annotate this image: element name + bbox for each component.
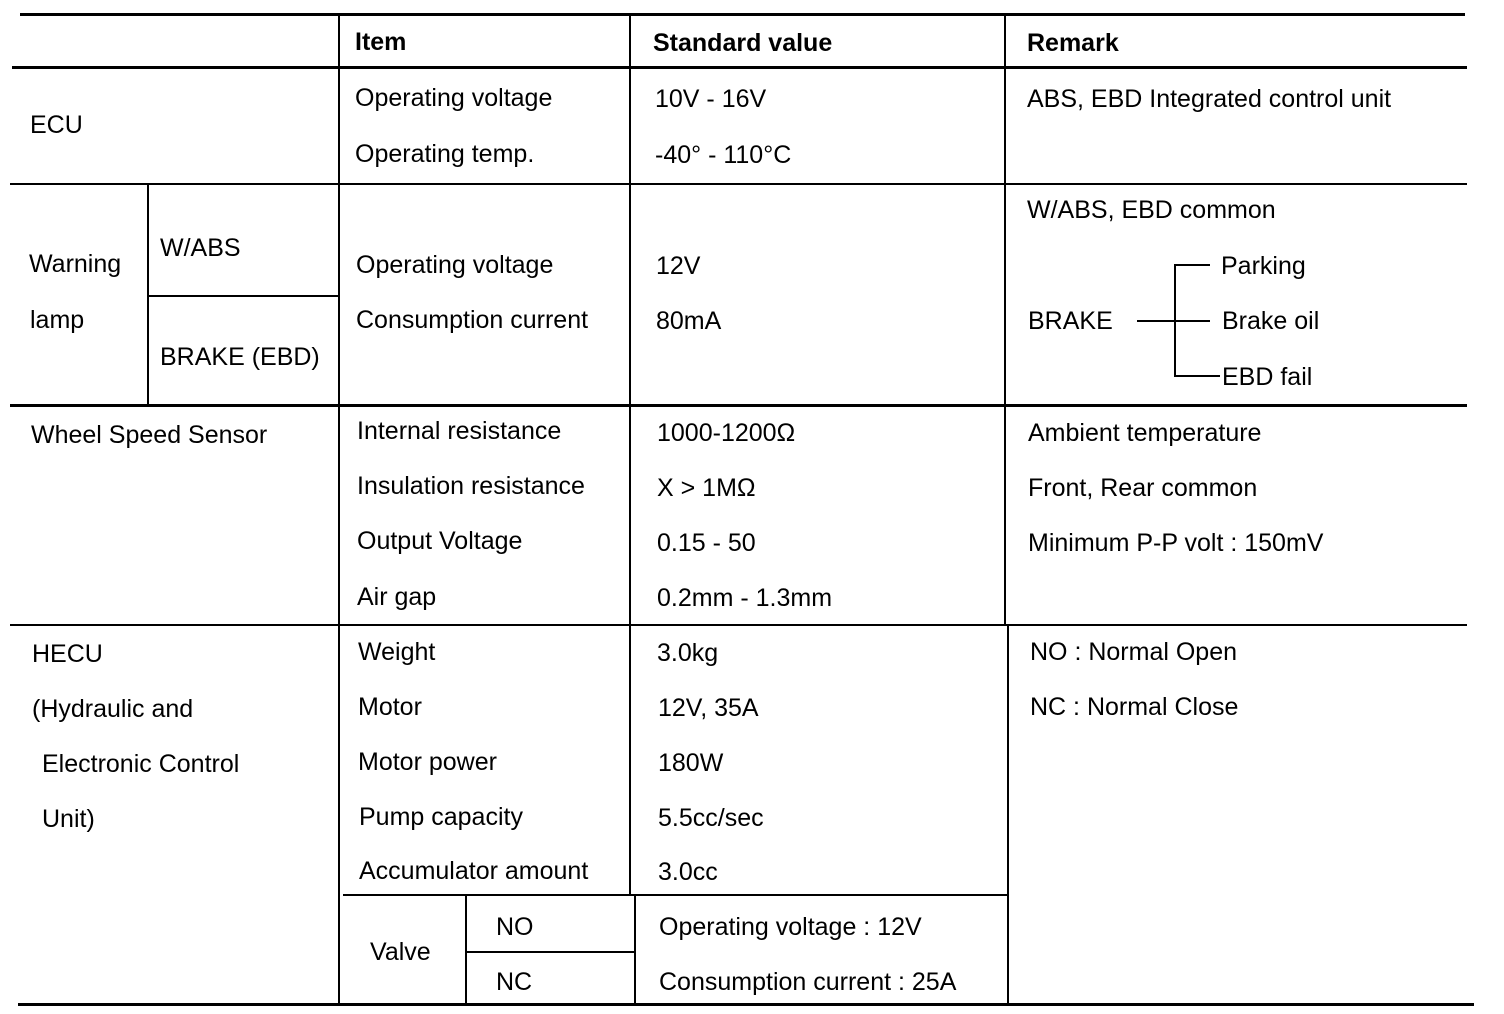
warning-lamp-value-voltage: 12V xyxy=(656,252,701,280)
header-item: Item xyxy=(355,28,407,56)
brake-bracket-bottom xyxy=(1174,375,1220,377)
ecu-value-temp: -40° - 110°C xyxy=(655,141,792,169)
sensor-label: Wheel Speed Sensor xyxy=(31,421,268,449)
valve-value-current: Consumption current : 25A xyxy=(659,968,957,996)
valve-no: NO xyxy=(496,913,534,941)
hecu-value-accumulator: 3.0cc xyxy=(658,858,718,886)
rule-top xyxy=(20,13,1465,16)
sensor-value-output: 0.15 - 50 xyxy=(657,529,756,557)
sensor-item-airgap: Air gap xyxy=(357,583,437,611)
hecu-value-motor-power: 180W xyxy=(658,749,724,777)
sensor-remark-minimum: Minimum P-P volt : 150mV xyxy=(1028,529,1324,557)
rule-bottom xyxy=(18,1003,1474,1006)
hecu-item-motor: Motor xyxy=(358,693,422,721)
warning-lamp-item-current: Consumption current xyxy=(356,306,589,334)
warning-lamp-sub-wabs: W/ABS xyxy=(160,234,241,262)
ecu-item-voltage: Operating voltage xyxy=(355,84,553,112)
rule-sensor xyxy=(10,624,1467,626)
sensor-value-insulation: X > 1MΩ xyxy=(657,474,756,502)
sensor-remark-common: Front, Rear common xyxy=(1028,474,1258,502)
col-warning-sub xyxy=(147,184,149,405)
rule-valve-top xyxy=(343,894,1009,896)
header-standard-value: Standard value xyxy=(653,29,833,57)
hecu-label-3: Electronic Control xyxy=(42,750,240,778)
rule-warning-sub xyxy=(148,295,340,297)
hecu-value-pump: 5.5cc/sec xyxy=(658,804,764,832)
col-remark-left-hecu xyxy=(1007,625,1009,1005)
hecu-value-weight: 3.0kg xyxy=(657,639,719,667)
sensor-value-airgap: 0.2mm - 1.3mm xyxy=(657,584,833,612)
col-remark-left xyxy=(1004,14,1006,625)
brake-branch-ebd: EBD fail xyxy=(1222,363,1313,391)
warning-lamp-label-2: lamp xyxy=(30,306,85,334)
ecu-label: ECU xyxy=(30,111,83,139)
valve-nc: NC xyxy=(496,968,533,996)
warning-lamp-remark-common: W/ABS, EBD common xyxy=(1027,196,1276,224)
rule-ecu xyxy=(10,183,1467,185)
sensor-value-internal: 1000-1200Ω xyxy=(657,419,796,447)
hecu-label-4: Unit) xyxy=(42,805,95,833)
hecu-item-accumulator: Accumulator amount xyxy=(359,857,589,885)
rule-valve-mid xyxy=(466,951,636,953)
rule-header xyxy=(12,66,1467,69)
brake-bracket-top xyxy=(1174,264,1210,266)
col-value-left xyxy=(629,14,631,895)
warning-lamp-value-current: 80mA xyxy=(656,307,722,335)
valve-label: Valve xyxy=(370,938,431,966)
ecu-item-temp: Operating temp. xyxy=(355,140,535,168)
warning-lamp-label-1: Warning xyxy=(29,250,122,278)
warning-lamp-item-voltage: Operating voltage xyxy=(356,251,554,279)
hecu-item-pump: Pump capacity xyxy=(359,803,523,831)
brake-bracket-vertical xyxy=(1174,264,1176,376)
sensor-item-insulation: Insulation resistance xyxy=(357,472,585,500)
ecu-value-voltage: 10V - 16V xyxy=(655,85,767,113)
warning-lamp-sub-brake: BRAKE (EBD) xyxy=(160,343,320,371)
hecu-remark-nc: NC : Normal Close xyxy=(1030,693,1239,721)
col-valve-sub xyxy=(465,894,467,1005)
warning-lamp-remark-brake: BRAKE xyxy=(1028,307,1113,335)
brake-branch-parking: Parking xyxy=(1221,252,1306,280)
valve-value-voltage: Operating voltage : 12V xyxy=(659,913,922,941)
hecu-label-2: (Hydraulic and xyxy=(32,695,194,723)
hecu-remark-no: NO : Normal Open xyxy=(1030,638,1238,666)
hecu-value-motor: 12V, 35A xyxy=(658,694,759,722)
rule-warning xyxy=(10,404,1467,407)
sensor-remark-ambient: Ambient temperature xyxy=(1028,419,1262,447)
hecu-label-1: HECU xyxy=(32,640,103,668)
hecu-item-motor-power: Motor power xyxy=(358,748,497,776)
col-item-left xyxy=(338,14,340,1005)
brake-branch-oil: Brake oil xyxy=(1222,307,1320,335)
ecu-remark: ABS, EBD Integrated control unit xyxy=(1027,85,1392,113)
sensor-item-output: Output Voltage xyxy=(357,527,523,555)
col-value-left-valve xyxy=(634,894,636,1005)
sensor-item-internal: Internal resistance xyxy=(357,417,562,445)
header-remark: Remark xyxy=(1027,29,1119,57)
hecu-item-weight: Weight xyxy=(358,638,436,666)
